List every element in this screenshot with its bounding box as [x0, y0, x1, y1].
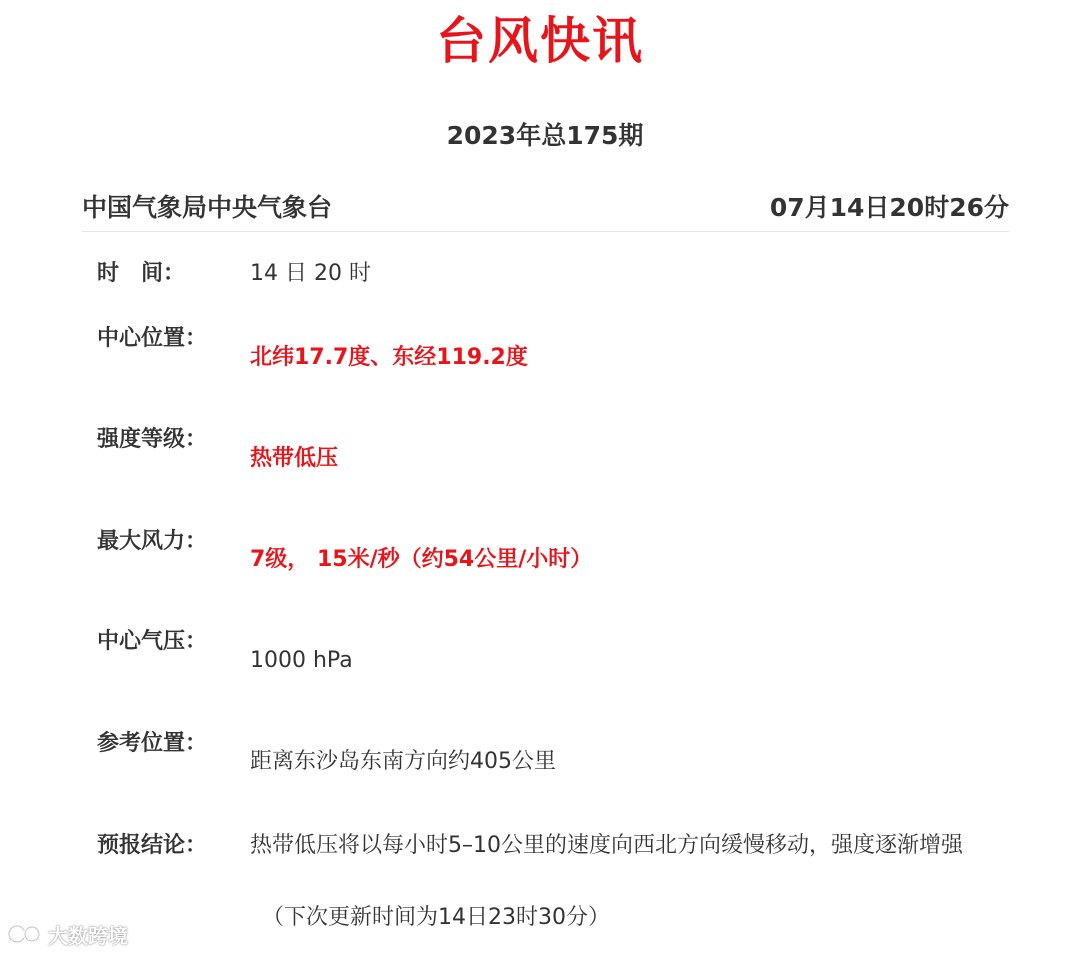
info-label: 预报结论： — [97, 833, 208, 858]
info-label: 中心位置： — [97, 326, 208, 351]
watermark-text: 大数跨境 — [48, 923, 128, 948]
info-value: 7级， 15米/秒（约54公里/小时） — [250, 547, 593, 572]
info-label: 强度等级： — [97, 427, 208, 452]
info-label: 参考位置： — [97, 731, 208, 756]
forecast-update-note: （下次更新时间为14日23时30分） — [262, 905, 610, 930]
bulletin-meta — [82, 186, 1009, 226]
bulletin-headline: 台风快讯 — [436, 12, 644, 70]
info-value: 1000 hPa — [250, 648, 353, 673]
watermark — [8, 916, 128, 952]
info-value: 热带低压将以每小时5–10公里的速度向西北方向缓慢移动，强度逐渐增强 — [250, 833, 963, 858]
info-value: 热带低压 — [250, 446, 339, 471]
info-label: 中心气压： — [97, 629, 208, 654]
info-value: 14 日 20 时 — [250, 261, 371, 286]
watermark-logo-icon — [8, 921, 42, 947]
agency-name: 中国气象局中央气象台 — [82, 193, 333, 222]
issue-number: 2023年总175期 — [446, 121, 644, 150]
info-label: 最大风力： — [97, 529, 208, 554]
issue-timestamp: 07月14日20时26分 — [769, 193, 1009, 222]
info-label: 时 间： — [97, 261, 186, 286]
header-divider — [82, 231, 1009, 232]
info-value: 北纬17.7度、东经119.2度 — [250, 345, 528, 370]
info-value: 距离东沙岛东南方向约405公里 — [250, 749, 556, 774]
